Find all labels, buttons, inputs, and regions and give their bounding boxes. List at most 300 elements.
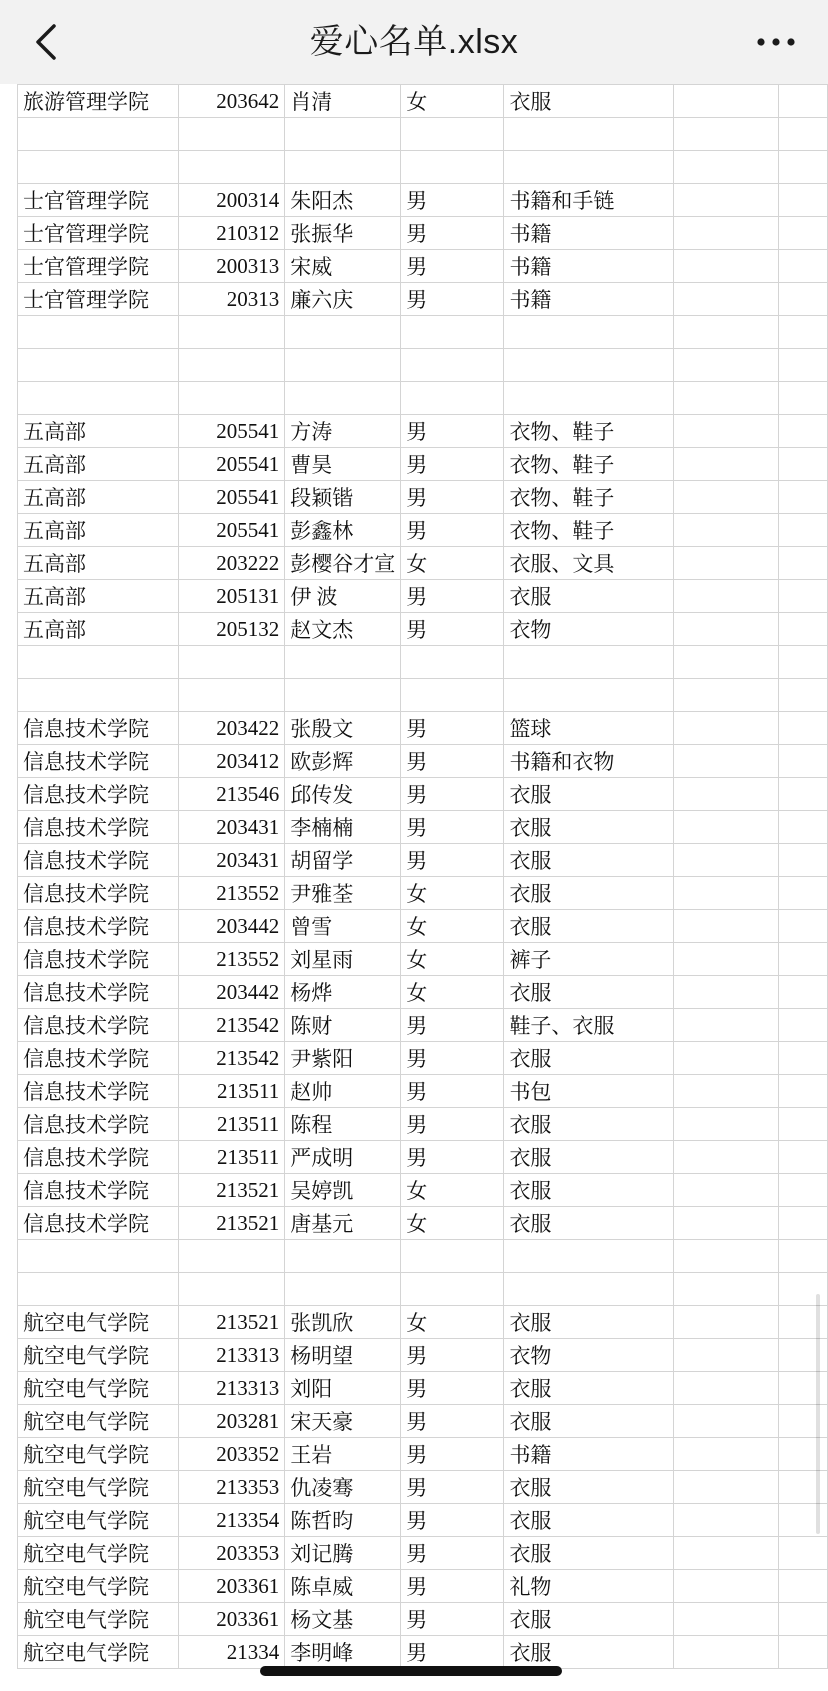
cell-empty[interactable] xyxy=(779,448,828,481)
cell-student-id[interactable] xyxy=(179,382,285,415)
cell-student-id[interactable]: 203412 xyxy=(179,745,285,778)
cell-empty[interactable] xyxy=(673,580,779,613)
cell-empty[interactable] xyxy=(779,844,828,877)
cell-gender[interactable]: 女 xyxy=(401,85,504,118)
cell-name[interactable] xyxy=(285,151,401,184)
cell-gender[interactable] xyxy=(401,679,504,712)
cell-donation-item[interactable]: 衣服 xyxy=(504,1636,673,1669)
cell-student-id[interactable]: 203361 xyxy=(179,1570,285,1603)
cell-empty[interactable] xyxy=(779,712,828,745)
cell-gender[interactable] xyxy=(401,646,504,679)
cell-student-id[interactable]: 203281 xyxy=(179,1405,285,1438)
cell-name[interactable]: 张振华 xyxy=(285,217,401,250)
cell-empty[interactable] xyxy=(673,778,779,811)
cell-name[interactable] xyxy=(285,1273,401,1306)
cell-gender[interactable] xyxy=(401,349,504,382)
cell-name[interactable] xyxy=(285,646,401,679)
cell-college[interactable]: 五高部 xyxy=(18,580,179,613)
cell-name[interactable]: 彭鑫林 xyxy=(285,514,401,547)
cell-name[interactable]: 杨明望 xyxy=(285,1339,401,1372)
cell-gender[interactable]: 男 xyxy=(401,1141,504,1174)
cell-name[interactable]: 伊 波 xyxy=(285,580,401,613)
cell-empty[interactable] xyxy=(673,250,779,283)
cell-empty[interactable] xyxy=(779,1240,828,1273)
more-options-button[interactable] xyxy=(746,18,806,66)
cell-empty[interactable] xyxy=(673,646,779,679)
cell-gender[interactable] xyxy=(401,382,504,415)
cell-college[interactable]: 士官管理学院 xyxy=(18,217,179,250)
cell-student-id[interactable]: 213353 xyxy=(179,1471,285,1504)
cell-college[interactable] xyxy=(18,316,179,349)
cell-gender[interactable]: 男 xyxy=(401,514,504,547)
cell-donation-item[interactable]: 衣服 xyxy=(504,976,673,1009)
cell-gender[interactable]: 男 xyxy=(401,811,504,844)
cell-empty[interactable] xyxy=(673,547,779,580)
cell-student-id[interactable]: 213542 xyxy=(179,1042,285,1075)
cell-donation-item[interactable]: 书包 xyxy=(504,1075,673,1108)
cell-gender[interactable]: 男 xyxy=(401,283,504,316)
cell-name[interactable]: 严成明 xyxy=(285,1141,401,1174)
cell-college[interactable]: 五高部 xyxy=(18,613,179,646)
cell-donation-item[interactable]: 衣服 xyxy=(504,1372,673,1405)
cell-gender[interactable]: 女 xyxy=(401,1207,504,1240)
cell-name[interactable]: 胡留学 xyxy=(285,844,401,877)
cell-empty[interactable] xyxy=(673,118,779,151)
cell-empty[interactable] xyxy=(779,1108,828,1141)
cell-donation-item[interactable]: 衣服 xyxy=(504,1603,673,1636)
cell-donation-item[interactable]: 书籍和衣物 xyxy=(504,745,673,778)
cell-empty[interactable] xyxy=(673,1504,779,1537)
cell-empty[interactable] xyxy=(673,1405,779,1438)
cell-empty[interactable] xyxy=(779,184,828,217)
cell-college[interactable]: 信息技术学院 xyxy=(18,844,179,877)
cell-name[interactable]: 刘记腾 xyxy=(285,1537,401,1570)
cell-student-id[interactable]: 200314 xyxy=(179,184,285,217)
cell-college[interactable]: 航空电气学院 xyxy=(18,1570,179,1603)
cell-student-id[interactable]: 203353 xyxy=(179,1537,285,1570)
cell-college[interactable]: 五高部 xyxy=(18,448,179,481)
cell-donation-item[interactable]: 书籍 xyxy=(504,1438,673,1471)
cell-donation-item[interactable]: 衣服 xyxy=(504,1504,673,1537)
cell-donation-item[interactable] xyxy=(504,646,673,679)
cell-student-id[interactable]: 205541 xyxy=(179,514,285,547)
cell-college[interactable]: 信息技术学院 xyxy=(18,1207,179,1240)
cell-empty[interactable] xyxy=(779,1075,828,1108)
cell-name[interactable]: 欧彭辉 xyxy=(285,745,401,778)
cell-student-id[interactable]: 213511 xyxy=(179,1141,285,1174)
cell-student-id[interactable]: 205132 xyxy=(179,613,285,646)
cell-college[interactable] xyxy=(18,151,179,184)
cell-empty[interactable] xyxy=(673,844,779,877)
cell-empty[interactable] xyxy=(779,415,828,448)
cell-donation-item[interactable]: 书籍和手链 xyxy=(504,184,673,217)
cell-donation-item[interactable]: 裤子 xyxy=(504,943,673,976)
cell-empty[interactable] xyxy=(673,1636,779,1669)
cell-college[interactable] xyxy=(18,1240,179,1273)
cell-college[interactable]: 信息技术学院 xyxy=(18,1108,179,1141)
cell-college[interactable]: 五高部 xyxy=(18,481,179,514)
cell-gender[interactable] xyxy=(401,118,504,151)
cell-empty[interactable] xyxy=(779,1174,828,1207)
cell-college[interactable]: 航空电气学院 xyxy=(18,1339,179,1372)
cell-donation-item[interactable]: 衣服、文具 xyxy=(504,547,673,580)
cell-donation-item[interactable]: 衣服 xyxy=(504,1537,673,1570)
cell-empty[interactable] xyxy=(673,1537,779,1570)
cell-name[interactable]: 陈财 xyxy=(285,1009,401,1042)
cell-donation-item[interactable]: 书籍 xyxy=(504,283,673,316)
cell-college[interactable]: 士官管理学院 xyxy=(18,250,179,283)
cell-student-id[interactable]: 205541 xyxy=(179,415,285,448)
cell-college[interactable] xyxy=(18,118,179,151)
cell-college[interactable] xyxy=(18,1273,179,1306)
cell-student-id[interactable]: 213511 xyxy=(179,1075,285,1108)
cell-empty[interactable] xyxy=(779,85,828,118)
cell-name[interactable] xyxy=(285,382,401,415)
cell-college[interactable]: 航空电气学院 xyxy=(18,1504,179,1537)
cell-college[interactable]: 五高部 xyxy=(18,547,179,580)
cell-donation-item[interactable]: 篮球 xyxy=(504,712,673,745)
cell-gender[interactable]: 男 xyxy=(401,1108,504,1141)
cell-student-id[interactable] xyxy=(179,118,285,151)
cell-student-id[interactable]: 213521 xyxy=(179,1174,285,1207)
cell-donation-item[interactable]: 鞋子、衣服 xyxy=(504,1009,673,1042)
cell-name[interactable]: 李明峰 xyxy=(285,1636,401,1669)
cell-empty[interactable] xyxy=(673,1009,779,1042)
cell-name[interactable]: 尹紫阳 xyxy=(285,1042,401,1075)
cell-empty[interactable] xyxy=(673,415,779,448)
cell-empty[interactable] xyxy=(779,316,828,349)
cell-donation-item[interactable] xyxy=(504,382,673,415)
cell-student-id[interactable] xyxy=(179,679,285,712)
cell-name[interactable]: 尹雅荃 xyxy=(285,877,401,910)
cell-name[interactable]: 段颖锴 xyxy=(285,481,401,514)
cell-name[interactable]: 张殷文 xyxy=(285,712,401,745)
cell-name[interactable]: 肖清 xyxy=(285,85,401,118)
cell-empty[interactable] xyxy=(779,646,828,679)
cell-student-id[interactable]: 213521 xyxy=(179,1207,285,1240)
cell-gender[interactable]: 男 xyxy=(401,613,504,646)
cell-gender[interactable] xyxy=(401,151,504,184)
cell-empty[interactable] xyxy=(779,877,828,910)
cell-empty[interactable] xyxy=(779,1537,828,1570)
cell-gender[interactable]: 男 xyxy=(401,1471,504,1504)
cell-donation-item[interactable] xyxy=(504,118,673,151)
back-button[interactable] xyxy=(22,18,70,66)
cell-empty[interactable] xyxy=(673,712,779,745)
cell-gender[interactable]: 男 xyxy=(401,184,504,217)
cell-empty[interactable] xyxy=(779,547,828,580)
cell-donation-item[interactable]: 衣服 xyxy=(504,1174,673,1207)
cell-gender[interactable]: 男 xyxy=(401,448,504,481)
cell-gender[interactable]: 男 xyxy=(401,1372,504,1405)
cell-donation-item[interactable] xyxy=(504,349,673,382)
cell-empty[interactable] xyxy=(673,877,779,910)
cell-name[interactable]: 刘星雨 xyxy=(285,943,401,976)
cell-empty[interactable] xyxy=(673,1174,779,1207)
cell-empty[interactable] xyxy=(779,1009,828,1042)
cell-student-id[interactable] xyxy=(179,1273,285,1306)
cell-gender[interactable]: 男 xyxy=(401,1636,504,1669)
cell-student-id[interactable] xyxy=(179,151,285,184)
cell-college[interactable] xyxy=(18,349,179,382)
cell-empty[interactable] xyxy=(673,316,779,349)
cell-empty[interactable] xyxy=(673,1240,779,1273)
cell-name[interactable]: 赵文杰 xyxy=(285,613,401,646)
cell-empty[interactable] xyxy=(673,1603,779,1636)
cell-gender[interactable]: 男 xyxy=(401,481,504,514)
cell-empty[interactable] xyxy=(779,382,828,415)
cell-name[interactable]: 陈卓威 xyxy=(285,1570,401,1603)
cell-empty[interactable] xyxy=(673,382,779,415)
cell-college[interactable]: 信息技术学院 xyxy=(18,1141,179,1174)
cell-gender[interactable] xyxy=(401,316,504,349)
cell-empty[interactable] xyxy=(779,1273,828,1306)
cell-donation-item[interactable]: 衣物、鞋子 xyxy=(504,415,673,448)
cell-empty[interactable] xyxy=(779,943,828,976)
cell-gender[interactable]: 男 xyxy=(401,745,504,778)
cell-empty[interactable] xyxy=(779,910,828,943)
cell-empty[interactable] xyxy=(779,514,828,547)
cell-college[interactable]: 信息技术学院 xyxy=(18,1042,179,1075)
cell-gender[interactable]: 男 xyxy=(401,1504,504,1537)
cell-name[interactable]: 宋天豪 xyxy=(285,1405,401,1438)
cell-donation-item[interactable]: 衣服 xyxy=(504,580,673,613)
cell-empty[interactable] xyxy=(779,1471,828,1504)
cell-empty[interactable] xyxy=(673,1471,779,1504)
cell-gender[interactable]: 男 xyxy=(401,1042,504,1075)
spreadsheet-view[interactable] xyxy=(0,84,828,1691)
cell-college[interactable]: 信息技术学院 xyxy=(18,712,179,745)
cell-empty[interactable] xyxy=(673,448,779,481)
cell-gender[interactable]: 男 xyxy=(401,844,504,877)
cell-donation-item[interactable]: 衣服 xyxy=(504,778,673,811)
cell-college[interactable]: 信息技术学院 xyxy=(18,778,179,811)
cell-donation-item[interactable]: 衣服 xyxy=(504,1306,673,1339)
cell-empty[interactable] xyxy=(779,1339,828,1372)
cell-student-id[interactable]: 203442 xyxy=(179,976,285,1009)
cell-empty[interactable] xyxy=(779,1042,828,1075)
cell-empty[interactable] xyxy=(673,1075,779,1108)
cell-name[interactable]: 李楠楠 xyxy=(285,811,401,844)
cell-name[interactable]: 仇凌骞 xyxy=(285,1471,401,1504)
cell-student-id[interactable] xyxy=(179,646,285,679)
cell-empty[interactable] xyxy=(779,1636,828,1669)
cell-empty[interactable] xyxy=(673,613,779,646)
cell-gender[interactable]: 男 xyxy=(401,1075,504,1108)
cell-student-id[interactable]: 21334 xyxy=(179,1636,285,1669)
cell-college[interactable]: 航空电气学院 xyxy=(18,1603,179,1636)
cell-name[interactable] xyxy=(285,349,401,382)
cell-empty[interactable] xyxy=(779,580,828,613)
cell-empty[interactable] xyxy=(779,778,828,811)
cell-donation-item[interactable]: 书籍 xyxy=(504,217,673,250)
cell-student-id[interactable] xyxy=(179,349,285,382)
cell-gender[interactable]: 男 xyxy=(401,1405,504,1438)
cell-student-id[interactable]: 213546 xyxy=(179,778,285,811)
cell-college[interactable]: 信息技术学院 xyxy=(18,811,179,844)
cell-name[interactable]: 杨烨 xyxy=(285,976,401,1009)
cell-gender[interactable]: 男 xyxy=(401,217,504,250)
cell-empty[interactable] xyxy=(779,613,828,646)
cell-student-id[interactable]: 205541 xyxy=(179,481,285,514)
cell-student-id[interactable]: 203222 xyxy=(179,547,285,580)
cell-empty[interactable] xyxy=(779,1207,828,1240)
cell-empty[interactable] xyxy=(673,1339,779,1372)
cell-donation-item[interactable]: 衣服 xyxy=(504,910,673,943)
cell-empty[interactable] xyxy=(673,1372,779,1405)
cell-empty[interactable] xyxy=(779,481,828,514)
cell-student-id[interactable]: 203431 xyxy=(179,844,285,877)
cell-empty[interactable] xyxy=(673,481,779,514)
cell-donation-item[interactable] xyxy=(504,1240,673,1273)
cell-donation-item[interactable]: 衣服 xyxy=(504,877,673,910)
cell-empty[interactable] xyxy=(673,349,779,382)
cell-donation-item[interactable]: 衣服 xyxy=(504,1471,673,1504)
cell-gender[interactable] xyxy=(401,1273,504,1306)
cell-name[interactable]: 陈哲昀 xyxy=(285,1504,401,1537)
cell-name[interactable]: 曾雪 xyxy=(285,910,401,943)
cell-name[interactable] xyxy=(285,316,401,349)
cell-empty[interactable] xyxy=(779,151,828,184)
cell-student-id[interactable]: 213552 xyxy=(179,877,285,910)
cell-donation-item[interactable] xyxy=(504,679,673,712)
home-indicator[interactable] xyxy=(260,1666,562,1676)
cell-student-id[interactable]: 213313 xyxy=(179,1372,285,1405)
cell-empty[interactable] xyxy=(673,745,779,778)
cell-empty[interactable] xyxy=(779,745,828,778)
cell-empty[interactable] xyxy=(673,976,779,1009)
cell-donation-item[interactable]: 礼物 xyxy=(504,1570,673,1603)
cell-empty[interactable] xyxy=(673,811,779,844)
cell-college[interactable]: 信息技术学院 xyxy=(18,976,179,1009)
cell-student-id[interactable]: 205541 xyxy=(179,448,285,481)
cell-gender[interactable]: 女 xyxy=(401,1174,504,1207)
cell-college[interactable]: 航空电气学院 xyxy=(18,1372,179,1405)
cell-empty[interactable] xyxy=(673,1042,779,1075)
cell-college[interactable]: 航空电气学院 xyxy=(18,1636,179,1669)
cell-college[interactable] xyxy=(18,679,179,712)
cell-empty[interactable] xyxy=(673,1108,779,1141)
cell-gender[interactable]: 女 xyxy=(401,1306,504,1339)
cell-empty[interactable] xyxy=(779,1438,828,1471)
cell-college[interactable]: 航空电气学院 xyxy=(18,1471,179,1504)
cell-gender[interactable]: 男 xyxy=(401,1537,504,1570)
cell-name[interactable] xyxy=(285,679,401,712)
cell-college[interactable]: 信息技术学院 xyxy=(18,745,179,778)
cell-college[interactable]: 信息技术学院 xyxy=(18,910,179,943)
cell-empty[interactable] xyxy=(779,1603,828,1636)
cell-empty[interactable] xyxy=(673,1207,779,1240)
cell-college[interactable] xyxy=(18,382,179,415)
cell-name[interactable]: 吴婷凯 xyxy=(285,1174,401,1207)
cell-name[interactable] xyxy=(285,118,401,151)
cell-college[interactable]: 士官管理学院 xyxy=(18,184,179,217)
cell-gender[interactable]: 女 xyxy=(401,877,504,910)
cell-gender[interactable]: 男 xyxy=(401,1009,504,1042)
cell-college[interactable]: 信息技术学院 xyxy=(18,1174,179,1207)
cell-gender[interactable]: 女 xyxy=(401,943,504,976)
cell-college[interactable]: 航空电气学院 xyxy=(18,1438,179,1471)
cell-name[interactable]: 陈程 xyxy=(285,1108,401,1141)
cell-student-id[interactable]: 203422 xyxy=(179,712,285,745)
cell-name[interactable]: 张凯欣 xyxy=(285,1306,401,1339)
vertical-scrollbar[interactable] xyxy=(816,1294,820,1534)
cell-donation-item[interactable]: 衣服 xyxy=(504,1108,673,1141)
cell-empty[interactable] xyxy=(673,151,779,184)
cell-empty[interactable] xyxy=(779,349,828,382)
cell-donation-item[interactable]: 衣物 xyxy=(504,613,673,646)
cell-student-id[interactable] xyxy=(179,316,285,349)
cell-college[interactable]: 航空电气学院 xyxy=(18,1537,179,1570)
cell-donation-item[interactable]: 衣物、鞋子 xyxy=(504,514,673,547)
cell-college[interactable]: 旅游管理学院 xyxy=(18,85,179,118)
cell-name[interactable]: 赵帅 xyxy=(285,1075,401,1108)
cell-empty[interactable] xyxy=(779,1405,828,1438)
cell-empty[interactable] xyxy=(673,85,779,118)
cell-donation-item[interactable]: 衣服 xyxy=(504,1141,673,1174)
cell-donation-item[interactable]: 衣物 xyxy=(504,1339,673,1372)
cell-empty[interactable] xyxy=(779,976,828,1009)
cell-student-id[interactable]: 20313 xyxy=(179,283,285,316)
cell-empty[interactable] xyxy=(779,217,828,250)
cell-name[interactable]: 邱传发 xyxy=(285,778,401,811)
cell-gender[interactable]: 男 xyxy=(401,250,504,283)
cell-student-id[interactable]: 213542 xyxy=(179,1009,285,1042)
cell-donation-item[interactable]: 衣服 xyxy=(504,1207,673,1240)
cell-name[interactable]: 杨文基 xyxy=(285,1603,401,1636)
cell-empty[interactable] xyxy=(779,1141,828,1174)
cell-gender[interactable]: 男 xyxy=(401,415,504,448)
cell-donation-item[interactable] xyxy=(504,1273,673,1306)
cell-college[interactable]: 信息技术学院 xyxy=(18,1075,179,1108)
cell-name[interactable]: 廉六庆 xyxy=(285,283,401,316)
cell-student-id[interactable]: 200313 xyxy=(179,250,285,283)
cell-empty[interactable] xyxy=(779,118,828,151)
cell-student-id[interactable]: 213354 xyxy=(179,1504,285,1537)
cell-donation-item[interactable] xyxy=(504,316,673,349)
cell-empty[interactable] xyxy=(673,1141,779,1174)
cell-college[interactable]: 信息技术学院 xyxy=(18,1009,179,1042)
cell-donation-item[interactable]: 衣服 xyxy=(504,1042,673,1075)
cell-student-id[interactable]: 213552 xyxy=(179,943,285,976)
cell-empty[interactable] xyxy=(779,1504,828,1537)
cell-name[interactable]: 刘阳 xyxy=(285,1372,401,1405)
cell-gender[interactable]: 男 xyxy=(401,778,504,811)
cell-gender[interactable]: 男 xyxy=(401,712,504,745)
cell-gender[interactable]: 女 xyxy=(401,547,504,580)
cell-college[interactable] xyxy=(18,646,179,679)
cell-name[interactable]: 朱阳杰 xyxy=(285,184,401,217)
cell-empty[interactable] xyxy=(779,811,828,844)
cell-empty[interactable] xyxy=(673,1438,779,1471)
cell-college[interactable]: 航空电气学院 xyxy=(18,1405,179,1438)
cell-gender[interactable] xyxy=(401,1240,504,1273)
cell-donation-item[interactable]: 书籍 xyxy=(504,250,673,283)
cell-empty[interactable] xyxy=(673,184,779,217)
cell-gender[interactable]: 男 xyxy=(401,1438,504,1471)
cell-gender[interactable]: 女 xyxy=(401,976,504,1009)
cell-empty[interactable] xyxy=(779,679,828,712)
cell-empty[interactable] xyxy=(779,250,828,283)
cell-college[interactable]: 信息技术学院 xyxy=(18,943,179,976)
cell-name[interactable]: 彭樱谷才宣 xyxy=(285,547,401,580)
cell-student-id[interactable]: 203431 xyxy=(179,811,285,844)
cell-student-id[interactable]: 203642 xyxy=(179,85,285,118)
cell-empty[interactable] xyxy=(673,217,779,250)
cell-empty[interactable] xyxy=(673,283,779,316)
cell-college[interactable]: 航空电气学院 xyxy=(18,1306,179,1339)
cell-name[interactable] xyxy=(285,1240,401,1273)
